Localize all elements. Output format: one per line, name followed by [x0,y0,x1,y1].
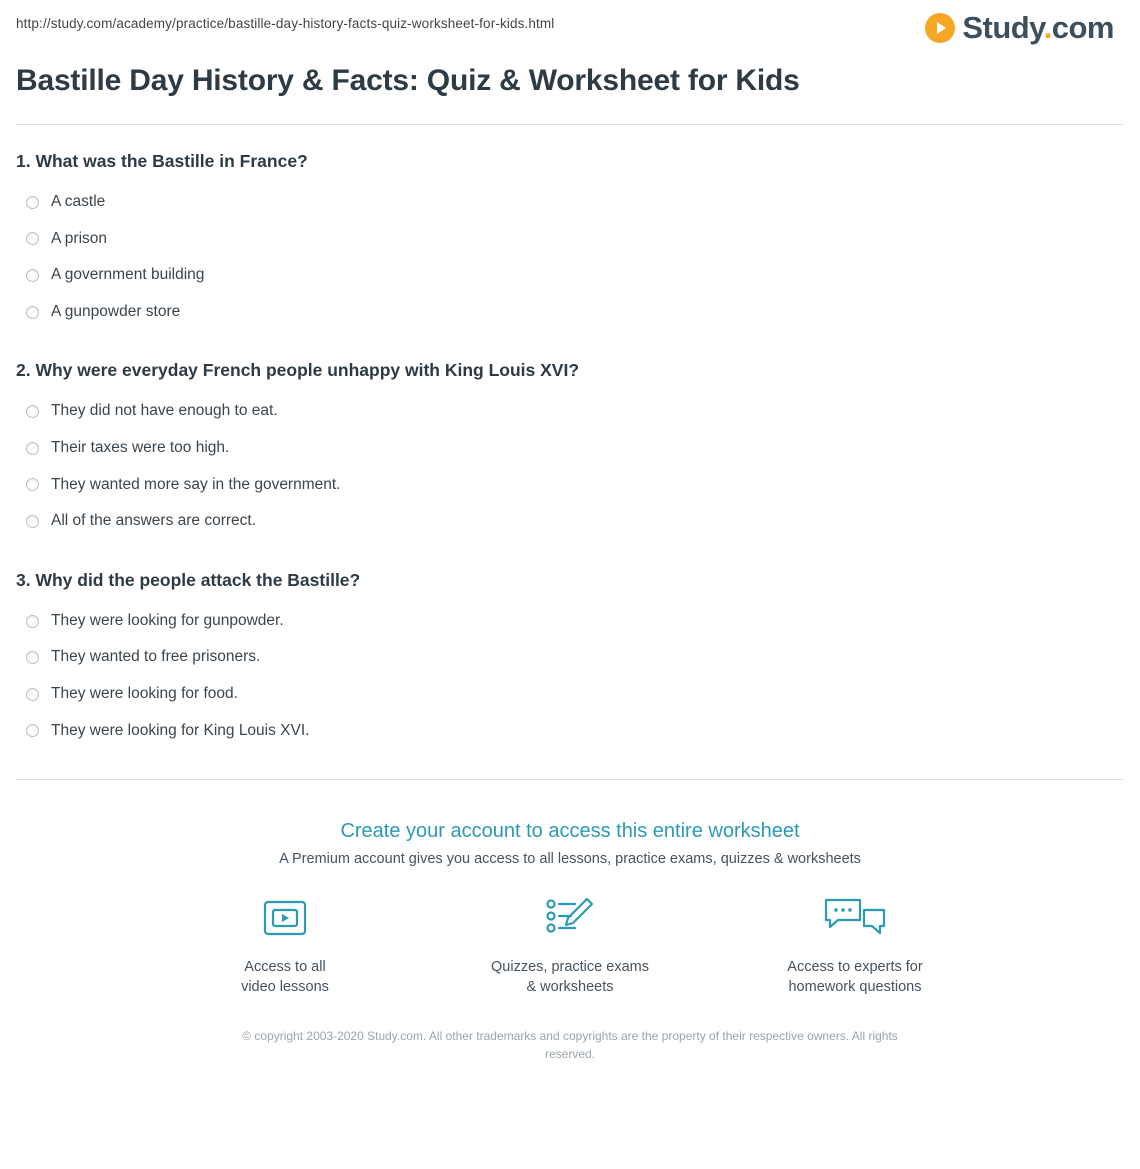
question-item [16,151,1124,330]
video-play-icon [262,893,308,943]
radio-button-icon[interactable] [26,478,39,491]
question-text: 2. Why were everyday French people unhappy with King Louis XVI? [16,360,580,381]
study-com-logo[interactable] [925,12,1124,43]
answer-label: A prison [51,229,108,247]
answer-label: They wanted more say in the government. [51,475,341,493]
answer-label: They did not have enough to eat. [51,402,278,420]
question-item [16,570,1124,749]
answer-option[interactable] [16,184,1124,221]
answer-label: A gunpowder store [51,302,181,320]
feature-label-line1: Quizzes, practice exams [491,959,649,976]
answer-option[interactable] [16,603,1124,640]
answer-options [16,393,1124,539]
feature-label-line2: homework questions [788,979,922,996]
answer-label: A castle [51,193,106,210]
questions-list [16,125,1124,749]
answer-label: They were looking for food. [51,684,238,702]
answer-label: A government building [51,266,205,284]
answer-label: Their taxes were too high. [51,438,230,456]
radio-button-icon[interactable] [26,651,39,664]
logo-suffix: com [1051,10,1114,45]
question-text: 3. Why did the people attack the Bastille? [16,569,361,590]
chat-bubbles-icon [824,893,886,943]
feature-item [483,893,658,997]
logo-name: Study [962,10,1044,45]
question-item [16,360,1124,539]
radio-button-icon[interactable] [26,405,39,418]
feature-label-line2: video lessons [241,979,329,996]
promo-features [16,893,1124,997]
answer-option[interactable] [16,639,1124,676]
answer-option[interactable] [16,676,1124,713]
feature-label [787,957,922,997]
answer-label: They wanted to free prisoners. [51,648,261,666]
answer-options [16,603,1124,749]
answer-label: They were looking for King Louis XVI. [51,721,310,739]
feature-label [491,957,649,997]
radio-button-icon[interactable] [26,688,39,701]
page-header [16,0,1124,48]
copyright-text: © copyright 2003-2020 Study.com. All other trademarks and copyrights are the property of their respective owners. All rights reserved. [242,1029,898,1062]
promo-title[interactable]: Create your account to access this entire worksheet [340,820,800,843]
play-circle-icon [925,13,955,43]
page-title: Bastille Day History & Facts: Quiz & Worksheet for Kids [16,64,800,97]
promo-section [16,790,1124,1083]
feature-label-line1: Access to experts for [787,959,923,976]
feature-item [768,893,943,997]
answer-option[interactable] [16,393,1124,430]
radio-button-icon[interactable] [26,196,39,209]
radio-button-icon[interactable] [26,615,39,628]
answer-option[interactable] [16,294,1124,331]
quiz-checklist-icon [545,893,595,943]
feature-label-line2: & worksheets [526,979,614,996]
answer-option[interactable] [16,221,1124,258]
answer-label: All of the answers are correct. [51,512,257,530]
radio-button-icon[interactable] [26,269,39,282]
answer-option[interactable] [16,430,1124,467]
promo-divider [16,779,1124,780]
radio-button-icon[interactable] [26,442,39,455]
page-url: http://study.com/academy/practice/bastille-day-history-facts-quiz-worksheet-for-kids.html [16,16,555,31]
answer-option[interactable] [16,257,1124,294]
answer-label: They were looking for gunpowder. [51,611,284,629]
feature-label [241,957,329,997]
radio-button-icon[interactable] [26,724,39,737]
answer-option[interactable] [16,503,1124,540]
feature-item [198,893,373,997]
answer-options [16,184,1124,330]
answer-option[interactable] [16,713,1124,750]
radio-button-icon[interactable] [26,232,39,245]
feature-label-line1: Access to all [244,959,326,976]
radio-button-icon[interactable] [26,515,39,528]
logo-dot: . [1043,10,1052,45]
question-text: 1. What was the Bastille in France? [16,151,308,171]
promo-subtitle: A Premium account gives you access to all lessons, practice exams, quizzes & worksheets [279,851,861,868]
answer-option[interactable] [16,467,1124,504]
logo-text [962,12,1114,43]
radio-button-icon[interactable] [26,306,39,319]
